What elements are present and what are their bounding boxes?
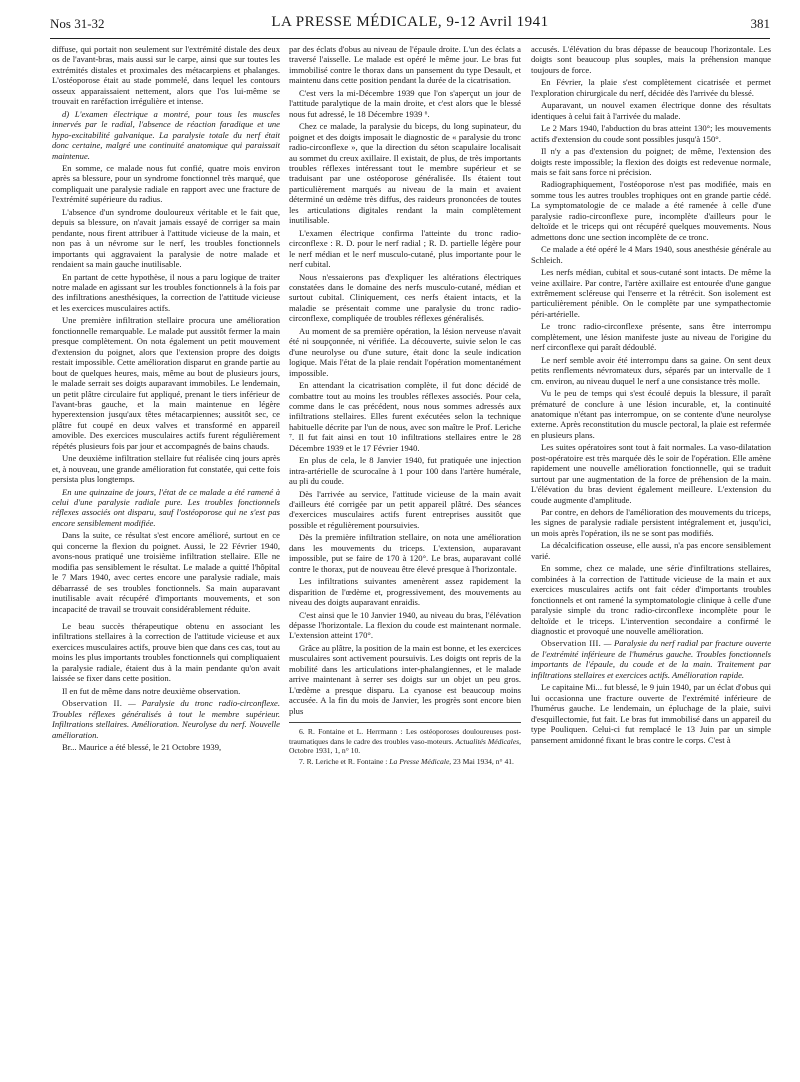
page-header xyxy=(50,14,770,39)
paragraph: Par contre, en dehors de l'amélioration des mouvements du triceps, les signes de paralysie radiale persistent intégralement et, jusqu'ici, un mois après l'opération, ils ne se sont pas modifiés. xyxy=(531,507,771,538)
paragraph: Grâce au plâtre, la position de la main est bonne, et les exercices musculaires sont activement poursuivis. Les doigts ont repris de la mobilité dans les articulations inter-phalangiennes, et le malade arrive maintenant à serrer ses doigts sur un objet un peu gros. L'œdème a presque disparu. La cyanose est beaucoup moins accusée. A la fin du mois de Janvier, les progrès sont encore bien plus xyxy=(289,642,521,716)
paragraph: En attendant la cicatrisation complète, il fut donc décidé de combattre tout au moins les troubles réflexes associés. Pour cela, comme dans le cas précédent, nous nous sommes adressés aux infiltrations stellaires. Elles furent exécutées selon la technique habituelle décrite par l'un de nous, avec son maître le Prof. Leriche ⁷. Il fut fait ainsi en tout 10 infiltrations stellaires entre le 28 Décembre 1939 et le 17 Février 1940. xyxy=(289,380,521,453)
paragraph: La décalcification osseuse, elle aussi, n'a pas encore sensiblement varié. xyxy=(531,540,771,561)
paragraph: Une première infiltration stellaire procura une amélioration fonctionnelle remarquable. Le malade put aussitôt fermer la main presque complètement. On nota également un petit mouvement d'extension du poignet, alors que l'extension propre des doigts restait impossible. Cette amélioration disparut en grande partie au bout de quelques heures, mais, même au bout de plusieurs jours, le malade serrait ses doigts auparavant immobiles. Le lendemain, un petit plâtre circulaire fut appliqué, prenant le tiers inférieur de l'avant-bras gauche, et la main maintenue en légère hyperextension jusqu'aux têtes métacarpiennes; aussitôt sec, ce plâtre fut coupé en deux valves et transformé en appareil amovible. Des exercices musculaires actifs furent régulièrement répétés plusieurs fois par jour et accompagnés de bains chauds. xyxy=(52,315,280,451)
paragraph: Nous n'essaierons pas d'expliquer les altérations électriques constatées dans le domaine des nerfs musculo-cutané, médian et surtout cubital. Cliniquement, ces nerfs étaient intacts, et la maladie se présentait comme une paralysie du tronc radio-circonflexe, compliquée de troubles réflexes généralisés. xyxy=(289,271,521,324)
paragraph: Le nerf semble avoir été interrompu dans sa gaine. On sent deux petits renflements névromateux durs, séparés par un intervalle de 1 cm. environ, au niveau duquel le nerf a une consistance très molle. xyxy=(531,354,771,386)
paragraph: L'absence d'un syndrome douloureux véritable et le fait que, depuis sa blessure, on n'avait jamais essayé de corriger sa main pendante, nous firent attribuer à l'attitude vicieuse de la main, et non pas à un névrome sur le nerf, les troubles fonctionnels importants qui aggravaient la paralysie de notre malade et rendaient sa main gauche inutilisable. xyxy=(52,206,280,270)
paragraph: d) L'examen électrique a montré, pour tous les muscles innervés par le radial, l'absence de réaction faradique et une hypo-excitabilité galvanique. La paralysie totale du nerf était donc certaine, malgré une continuité anatomique qui paraissait maintenue. xyxy=(52,108,280,161)
paragraph: En Février, la plaie s'est complètement cicatrisée et permet l'exploration chirurgicale du nerf, décidée dès l'arrivée du blessé. xyxy=(531,77,771,98)
column-right xyxy=(531,44,771,1079)
paragraph: En une quinzaine de jours, l'état de ce malade a été ramené à celui d'une paralysie radiale pure. Les troubles fonctionnels réflexes associés ont disparu, sauf l'ostéoporose qui ne s'est pas encore sensiblement modifiée. xyxy=(52,486,280,528)
paragraph: L'examen électrique confirma l'atteinte du tronc radio-circonflexe : R. D. pour le nerf radial ; R. D. partielle légère pour le nerf médian et le nerf musculo-cutané, plus importante pour le nerf cubital. xyxy=(289,227,521,270)
observation-2-label: Observation II. xyxy=(62,698,123,709)
paragraph: En plus de cela, le 8 Janvier 1940, fut pratiquée une injection intra-artérielle de scurocaïne à 1 pour 100 dans l'artère humérale, au pli du coude. xyxy=(289,455,521,487)
paragraph: En partant de cette hypothèse, il nous a paru logique de traiter notre malade en agissant sur les troubles fonctionnels à la fois par des infiltrations anesthésiques, la correction de l'attitude vicieuse et les exercices musculaires actifs. xyxy=(52,271,280,313)
footnote-source: La Presse Médicale, xyxy=(389,757,452,767)
paragraph: En somme, chez ce malade, une série d'infiltrations stellaires, combinées à la correction de l'attitude vicieuse de la main et aux exercices musculaires actifs ont fait céder d'importants troubles fonctionnels et ont ramené la symptomatologie clinique à celle d'une paralysie simple du tronc radio-circonflexe incomplète pour le deltoïde et le triceps. L'intervention secondaire a confirmé le diagnostic et provoqué une nouvelle amélioration. xyxy=(531,563,771,637)
running-title xyxy=(50,14,770,31)
page-number: 381 xyxy=(750,16,770,31)
observation-3-title: — Paralysie du nerf radial par fracture ouverte de l'extrémité inférieure de l'humérus gauche. Troubles fonctionnels importants de l'épaule, du coude et de la main. Traitement par infiltrations stellaires et exercices actifs. Amélioration rapide. xyxy=(531,638,771,680)
footnote xyxy=(289,727,521,755)
paragraph: Les infiltrations suivantes amenèrent assez rapidement la disparition de l'œdème et, progressivement, des mouvements au niveau des doigts auparavant enraidis. xyxy=(289,576,521,608)
paragraph: Dès l'arrivée au service, l'attitude vicieuse de la main avait d'ailleurs été corrigée par un petit appareil plâtré. Des séances d'exercices musculaires actifs furent entreprises aussitôt que possible et régulièrement poursuivies. xyxy=(289,488,521,530)
paragraph: En somme, ce malade nous fut confié, quatre mois environ après sa blessure, pour un syndrome fonctionnel très marqué, que compliquait une paralysie radiale en rapport avec une fracture de l'extrémité supérieure du radius. xyxy=(52,162,280,205)
observation-2-title: — Paralysie du tronc radio-circonflexe. Troubles réflexes généralisés à tout le membre supérieur. Infiltrations stellaires. Amélioration. Neurolyse du nerf. Nouvelle amélioration. xyxy=(52,698,280,740)
paragraph: Auparavant, un nouvel examen électrique donne des résultats identiques à celui fait à l'arrivée du malade. xyxy=(531,100,771,121)
paragraph: Chez ce malade, la paralysie du biceps, du long supinateur, du poignet et des doigts imposait le diagnostic de « paralysie du tronc radio-circonflexe », que la direction du séton scapulaire localisait au sommet du creux axillaire. Il existait, de plus, de très importants troubles réflexes intéressant tout le membre supérieur et se traduisant par une ostéoporose généralisée. Ils étaient tout particulièrement marqués au niveau de la main et avaient déterminé un œdème très diffus, des raideurs prononcées de toutes les articulations digitales rendant la main complètement inutilisable. xyxy=(289,121,521,226)
paragraph: Dans la suite, ce résultat s'est encore amélioré, surtout en ce qui concerne la flexion du poignet. Aussi, le 22 Février 1940, avons-nous pratiqué une troisième infiltration stellaire. Elle ne modifia pas sensiblement le résultat. Le malade a quitté l'hôpital le 7 Mars 1940, avec certes encore une paralysie radiale, mais débarrassé de ses troubles fonctionnels. Sa main auparavant inutilisable avait récupéré d'importants mouvements, et son incapacité de travail se trouvait considérablement réduite. xyxy=(52,530,280,614)
issue-number: Nos 31-32 xyxy=(50,16,105,31)
paragraph: C'est ainsi que le 10 Janvier 1940, au niveau du bras, l'élévation dépasse l'horizontale. La flexion du coude est maintenant normale. L'extension atteint 170°. xyxy=(289,609,521,641)
paragraph: Le 2 Mars 1940, l'abduction du bras atteint 130°; les mouvements actifs d'extension du coude sont possibles jusqu'à 150°. xyxy=(531,123,771,144)
paragraph: Br... Maurice a été blessé, le 21 Octobre 1939, xyxy=(62,742,222,752)
paragraph: diffuse, qui portait non seulement sur l'extrémité distale des deux os de l'avant-bras, mais aussi sur le carpe, ainsi que sur toutes les extrémités distales et proximales des métacarpiens et phalanges. L'ostéoporose était au stade pommelé, dans lequel les contours osseux apparaissaient nettement, alors que l'os lui-même se trouvait en raréfaction irrégulière et intense. xyxy=(52,44,280,107)
paragraph: Le capitaine Mi... fut blessé, le 9 juin 1940, par un éclat d'obus qui lui occasionna une fracture ouverte de l'extrémité inférieure de l'humérus gauche. Le lendemain, un épluchage de la plaie, suivi d'esquillectomie, fut fait. Le bras fut immobilisé dans un appareil du type Pouliquen. Celui-ci fut remplacé le 13 Juin par un simple pansement amidonné fixant le bras contre le corps. C'est à xyxy=(531,682,771,745)
footnote-text: 7. R. Leriche et R. Fontaine : xyxy=(299,757,388,767)
observation-2-heading xyxy=(52,698,280,740)
issue-date: 9-12 Avril 1941 xyxy=(446,14,549,30)
paragraph: Il en fut de même dans notre deuxième observation. xyxy=(62,685,241,696)
paragraph: Le beau succès thérapeutique obtenu en associant les infiltrations stellaires à la correction de l'attitude vicieuse et aux exercices musculaires actifs, prouve bien que dans ces cas, tout au moins les plus importants troubles fonctionnels qui compliquaient la paralysie radiale, étaient dus à la main pendante qu'on avait laissée se fixer dans cette position. xyxy=(52,621,280,684)
journal-name: LA PRESSE MÉDICALE, xyxy=(271,14,443,30)
observation-3-label: Observation III. xyxy=(541,638,602,649)
paragraph: Vu le peu de temps qui s'est écoulé depuis la blessure, il paraît prématuré de conclure à une lésion incurable, et, la continuité anatomique n'étant pas interrompue, on se contente d'une neurolyse externe. Après reconstitution du muscle pectoral, la plaie est refermée en plusieurs plans. xyxy=(531,388,771,440)
footnote-source: Actualités Médicales, xyxy=(455,736,521,746)
paragraph: par des éclats d'obus au niveau de l'épaule droite. L'un des éclats a traversé l'aisselle. Le malade est opéré le même jour. Le bras fut immobilisé contre le thorax dans un pansement du type Desault, et maintenu dans cette position pendant la durée de la cicatrisation. xyxy=(289,44,521,86)
paragraph: Au moment de sa première opération, la lésion nerveuse n'avait été ni soupçonnée, ni vérifiée. La découverte, suivie selon le cas d'une neurolyse ou d'une suture, était donc la seule indication logique. Mais l'état de la plaie rendait l'opération momentanément impossible. xyxy=(289,325,521,378)
paragraph: Le tronc radio-circonflexe présente, sans être interrompu complètement, une lésion manifeste juste au niveau de l'origine du nerf circonflexe qui paraît dédoublé. xyxy=(531,321,771,353)
footnote-reference: 23 Mai 1934, n° 41. xyxy=(453,757,514,767)
paragraph: Dès la première infiltration stellaire, on nota une amélioration dans les mouvements du triceps. L'extension, auparavant impossible, put se faire de 170 à 120°. Le bras, auparavant collé contre le thorax, put de nouveau être élevé presque à l'horizontale. xyxy=(289,532,521,574)
observation-3-heading xyxy=(531,638,771,680)
paragraph: Ce malade a été opéré le 4 Mars 1940, sous anesthésie générale au Schleich. xyxy=(531,244,771,265)
paragraph: accusés. L'élévation du bras dépasse de beaucoup l'horizontale. Les doigts sont beaucoup plus souples, mais la préhension manque toujours de force. xyxy=(531,44,771,75)
column-left xyxy=(52,44,280,1079)
paragraph: Radiographiquement, l'ostéoporose n'est pas modifiée, mais en somme tous les autres troubles trophiques ont en grande partie cédé. La symptomatologie de ce malade a été ramenée à celle d'une paralysie radio-circonflexe pure, incomplète d'ailleurs pour le deltoïde et le triceps qui ont récupéré quelques mouvements. Nous admettons donc une section incomplète de ce tronc. xyxy=(531,179,771,242)
footnotes xyxy=(289,722,521,767)
column-middle xyxy=(289,44,521,1079)
footnote-text: 6. R. Fontaine et L. Herrmann : Les ostéoporoses douloureuses post-traumatiques dans le cadre des troubles vaso-moteurs. xyxy=(289,727,521,746)
paragraph: C'est vers la mi-Décembre 1939 que l'on s'aperçut un jour de l'attitude paralytique de la main droite, et c'est alors que le blessé nous fut adressé, le 18 Décembre 1939 ⁶. xyxy=(289,87,521,119)
paragraph: Les suites opératoires sont tout à fait normales. La vaso-dilatation post-opératoire est très marquée dès le soir de l'opération. Elle amène rapidement une nouvelle amélioration fonctionnelle, qui se traduit surtout par une augmentation de la force de préhension de la main. L'élévation du bras devient également meilleure. L'extension du coude augmente d'amplitude. xyxy=(531,442,771,505)
paragraph: Les nerfs médian, cubital et sous-cutané sont intacts. De même la veine axillaire. Par contre, l'artère axillaire est entourée d'une gangue extrêmement scléreuse qui l'enserre et la rétrécit. Son isolement est particulièrement pénible. On le complète par une sympathectomie péri-artérielle. xyxy=(531,267,771,319)
paragraph: Il n'y a pas d'extension du poignet; de même, l'extension des doigts reste impossible; la flexion des doigts est redevenue normale, mais se fait sans force ni précision. xyxy=(531,146,771,177)
footnote xyxy=(289,757,521,766)
footnote-reference: Octobre 1931, 1, n° 10. xyxy=(289,745,361,755)
paragraph: Une deuxième infiltration stellaire fut réalisée cinq jours après et, à nouveau, une grande amélioration fut constatée, qui cette fois persista plus longtemps. xyxy=(52,453,280,485)
